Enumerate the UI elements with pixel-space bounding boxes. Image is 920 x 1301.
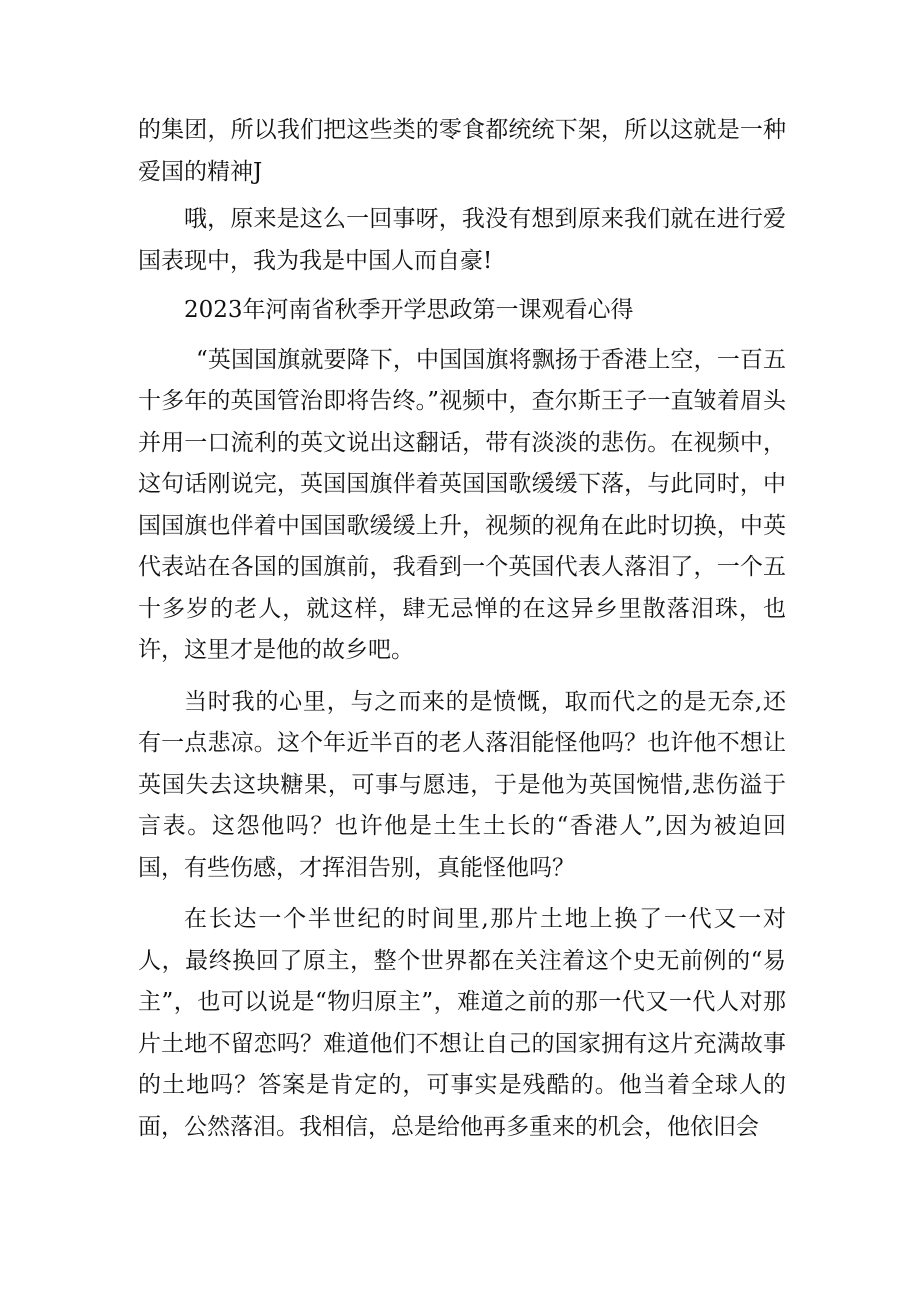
- paragraph-history: 在长达一个半世纪的时间里,那片土地上换了一代又一对人，最终换回了原主，整个世界都在关注着这个史无前例的“易主”，也可以说是“物归原主”，难道之前的那一代又一代人对那片土地不留恋吗？难道他们不想让自己的国家拥有这片充满故事的土地吗？答案是肯定的，可事实是残酷的。他当着全球人的面，公然落泪。我相信，总是给他再多重来的机会，他依旧会: [138, 906, 786, 1140]
- paragraph-reply: 哦，原来是这么一回事呀，我没有想到原来我们就在进行爱国表现中，我为我是中国人而自豪!: [138, 206, 786, 274]
- document-body: [138, 110, 786, 1148]
- paragraph-continuation: 的集团，所以我们把这些类的零食都统统下架，所以这就是一种爱国的精神J: [138, 117, 786, 185]
- paragraph-quote: “英国国旗就要降下，中国国旗将飘扬于香港上空，一百五十多年的英国管治即将告终。”视频中，查尔斯王子一直皱着眉头并用一口流利的英文说出这翻话，带有淡淡的悲伤。在视频中，这句话刚说完，英国国旗伴着英国国歌缓缓下落，与此同时，中国国旗也伴着中国国歌缓缓上升，视频的视角在此时切换，中英代表站在各国的国旗前，我看到一个英国代表人落泪了，一个五十多岁的老人，就这样，肆无忌惮的在这异乡里散落泪珠，也许，这里才是他的故乡吧。: [138, 346, 786, 663]
- paragraph-reflection: 当时我的心里，与之而来的是愤慨，取而代之的是无奈,还有一点悲凉。这个年近半百的老人落泪能怪他吗？也许他不想让英国失去这块糖果，可事与愿违，于是他为英国惋惜,悲伤溢于言表。这怨他吗？也许他是土生土长的“香港人”,因为被迫回国，有些伤感，才挥泪告别，真能怪他吗？: [138, 688, 786, 881]
- article-title: 2023年河南省秋季开学思政第一课观看心得: [184, 297, 634, 323]
